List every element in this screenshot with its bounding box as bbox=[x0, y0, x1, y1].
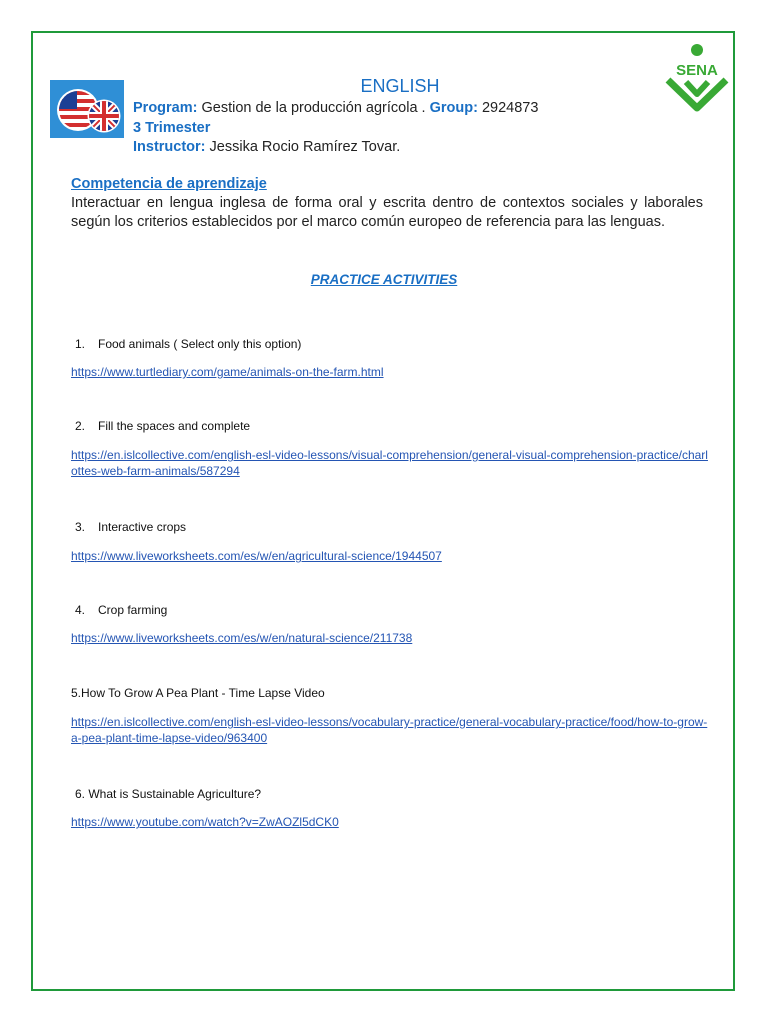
activity-number: 1. bbox=[75, 337, 86, 351]
instructor-label: Instructor: bbox=[133, 139, 206, 155]
activity-5-link[interactable]: https://en.islcollective.com/english-esl-video-lessons/vocabulary-practice/general-vocabulary-practice/food/how-to-grow-a-pea-plant-time-lapse-video/963400 bbox=[71, 715, 708, 745]
competencia-heading: Competencia de aprendizaje bbox=[71, 176, 267, 192]
activity-3-link[interactable]: https://www.liveworksheets.com/es/w/en/agricultural-science/1944507 bbox=[71, 549, 442, 563]
activity-label: Fill the spaces and complete bbox=[98, 419, 251, 433]
program-label: Program: bbox=[133, 100, 198, 116]
instructor-line bbox=[133, 139, 400, 155]
activity-number: 4. bbox=[75, 603, 86, 617]
activity-1-link[interactable]: https://www.turtlediary.com/game/animals-on-the-farm.html bbox=[71, 365, 384, 379]
activity-label: Interactive crops bbox=[98, 520, 187, 534]
program-value: Gestion de la producción agrícola . bbox=[197, 100, 430, 116]
document-title: ENGLISH bbox=[360, 76, 440, 96]
activity-5-title: 5.How To Grow A Pea Plant - Time Lapse Video bbox=[71, 686, 325, 700]
activity-label: Food animals ( Select only this option) bbox=[98, 337, 302, 351]
program-line bbox=[133, 100, 538, 116]
activity-3-title bbox=[75, 520, 186, 534]
practice-activities-title: PRACTICE ACTIVITIES bbox=[310, 272, 458, 287]
activity-6-link[interactable]: https://www.youtube.com/watch?v=ZwAOZl5dCK0 bbox=[71, 815, 339, 829]
competencia-text: Interactuar en lengua inglesa de forma oral y escrita dentro de contextos sociales y laborales según los criterios establecidos por el marco común europeo de referencia para las lenguas. bbox=[71, 195, 703, 230]
activity-number: 3. bbox=[75, 520, 86, 534]
activity-6-title: 6. What is Sustainable Agriculture? bbox=[75, 787, 262, 801]
instructor-value: Jessika Rocio Ramírez Tovar. bbox=[205, 139, 401, 155]
activity-number: 2. bbox=[75, 419, 86, 433]
activity-label: Crop farming bbox=[98, 603, 168, 617]
activity-1-title bbox=[75, 337, 301, 351]
us-uk-flags-icon bbox=[50, 80, 124, 138]
activity-4-link[interactable]: https://www.liveworksheets.com/es/w/en/natural-science/211738 bbox=[71, 631, 413, 645]
sena-logo bbox=[660, 42, 734, 114]
svg-text:SENA: SENA bbox=[676, 62, 718, 79]
activity-2-title bbox=[75, 419, 250, 433]
activity-4-title bbox=[75, 603, 167, 617]
group-label: Group: bbox=[429, 100, 478, 116]
page-border bbox=[31, 31, 735, 991]
trimester: 3 Trimester bbox=[133, 120, 211, 136]
activity-2-link[interactable]: https://en.islcollective.com/english-esl-video-lessons/visual-comprehension/general-visual-comprehension-practice/charlottes-web-farm-animals/587294 bbox=[71, 448, 708, 478]
group-value: 2924873 bbox=[477, 100, 539, 116]
